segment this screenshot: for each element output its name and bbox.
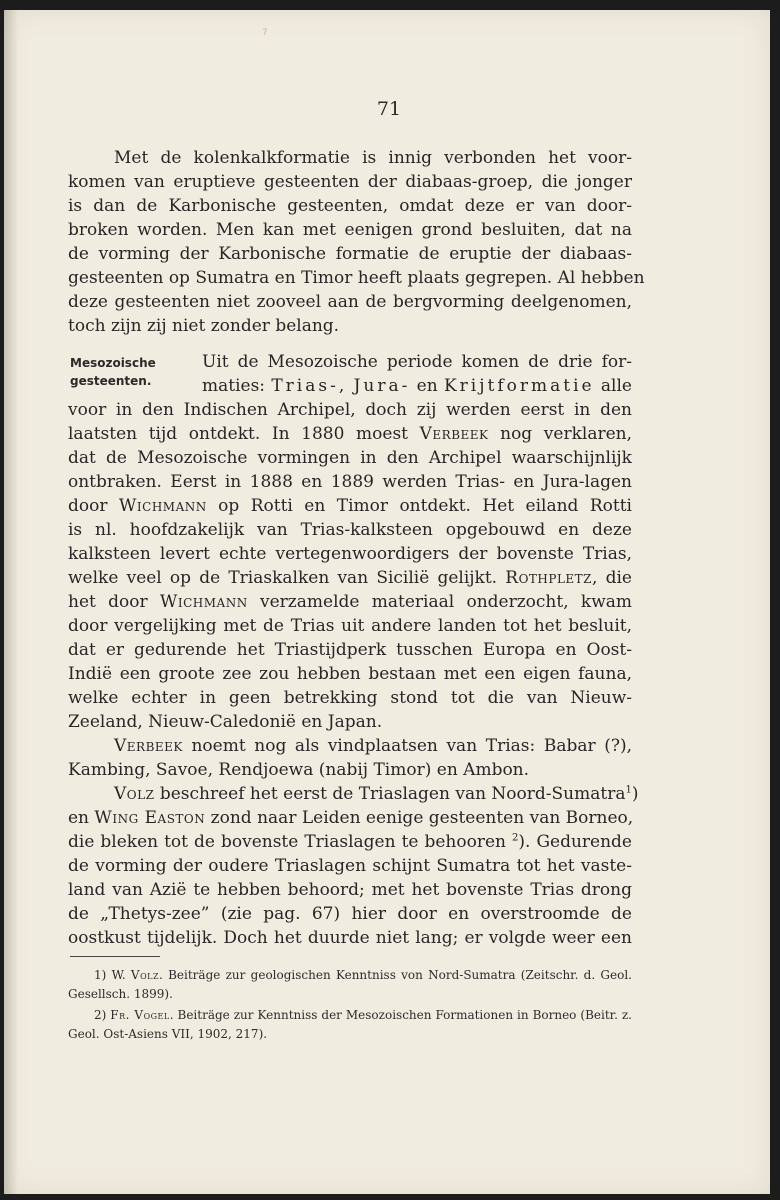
emphasis-trias: Trias-, — [271, 376, 348, 396]
footnote-line: Gesellsch. 1899). — [68, 987, 173, 1001]
text-line: is nl. hoofdzakelijk van Trias-kalksteen opgebouwd en deze — [68, 520, 632, 540]
corner-mark: 7 — [262, 28, 268, 38]
text-span: welke veel op de Triaskalken van Sicilië gelijkt. — [68, 568, 506, 588]
text-line: ontbraken. Eerst in 1888 en 1889 werden Trias- en Jura-lagen — [68, 472, 632, 492]
footnote-line: Geol. Ost-Asiens VII, 1902, 217). — [68, 1027, 268, 1041]
author-name: Verbeek — [114, 736, 183, 756]
text-span: alle — [594, 376, 632, 396]
text-line: Met de kolenkalkformatie is innig verbonden het voor- — [114, 148, 632, 168]
book-page — [4, 10, 770, 1194]
author-name: Verbeek — [419, 424, 489, 444]
text-line: dat de Mesozoische vormingen in den Archipel waarschijnlijk — [68, 448, 632, 468]
author-name: Fr. Vogel — [110, 1008, 170, 1022]
text-span: . Beiträge zur geologischen Kenntniss von Nord-Sumatra (Zeitschr. d. Geol. — [159, 968, 632, 982]
emphasis-jura: Jura- — [353, 376, 411, 396]
text-span: en — [68, 808, 95, 828]
text-line: is dan de Karbonische gesteenten, omdat deze er van door- — [68, 196, 632, 216]
text-line: toch zijn zij niet zonder belang. — [68, 316, 340, 336]
text-line: Indië een groote zee zou hebben bestaan met een eigen fauna, — [68, 664, 632, 684]
text-span: beschreef het eerst de Triaslagen van Noord-Sumatra — [154, 784, 626, 804]
text-line: gesteenten op Sumatra en Timor heeft plaats gegrepen. Al hebben — [68, 268, 645, 288]
text-span: die bleken tot de bovenste Triaslagen te behooren — [68, 832, 513, 852]
text-line — [68, 782, 639, 806]
text-line: kalksteen levert echte vertegenwoordigers der bovenste Trias, — [68, 544, 632, 564]
text-line: Zeeland, Nieuw-Caledonië en Japan. — [68, 712, 383, 732]
text-span: op Rotti en Timor ontdekt. Het eiland Rotti — [206, 496, 632, 516]
author-name: Wichmann — [118, 496, 207, 516]
text-line — [68, 830, 632, 854]
footnote-ref: 2 — [512, 832, 519, 844]
author-name: Wing Easton — [94, 808, 206, 828]
text-span: ) — [631, 784, 639, 804]
margin-note-line: gesteenten. — [70, 374, 152, 388]
text-line: voor in den Indischen Archipel, doch zij werden eerst in den — [68, 400, 632, 420]
page-number: 71 — [376, 98, 402, 120]
text-span: 1) W. — [94, 968, 131, 982]
text-line — [68, 566, 632, 590]
text-span: ). Gedurende — [518, 832, 632, 852]
footnote-separator — [70, 956, 160, 957]
text-line: land van Azië te hebben behoord; met het bovenste Trias drong — [68, 880, 632, 900]
text-span: het door — [68, 592, 160, 612]
text-line — [68, 422, 632, 446]
page-binding-shadow — [4, 10, 18, 1194]
emphasis-krijt: Krijtformatie — [443, 376, 595, 396]
text-span: noemt nog als vindplaatsen van Trias: Babar (?), — [182, 736, 632, 756]
text-line: komen van eruptieve gesteenten der diabaas-groep, die jonger — [68, 172, 632, 192]
margin-note-line: Mesozoische — [70, 356, 156, 370]
text-span: zond naar Leiden eenige gesteenten van Borneo, — [205, 808, 634, 828]
text-span: , die — [592, 568, 632, 588]
text-line: Uit de Mesozoische periode komen de drie for- — [202, 352, 632, 372]
text-line: de „Thetys-zee” (zie pag. 67) hier door en overstroomde de — [68, 904, 632, 924]
footnote-line — [68, 1006, 632, 1025]
text-span: en — [410, 376, 444, 396]
text-span: verzamelde materiaal onderzocht, kwam — [247, 592, 632, 612]
text-line: dat er gedurende het Triastijdperk tusschen Europa en Oost- — [68, 640, 632, 660]
text-line: deze gesteenten niet zooveel aan de bergvorming deelgenomen, — [68, 292, 632, 312]
margin-note — [70, 354, 156, 390]
text-span: door — [68, 496, 119, 516]
author-name: Rothpletz — [505, 568, 593, 588]
text-line — [202, 374, 632, 398]
text-line: welke echter in geen betrekking stond tot die van Nieuw- — [68, 688, 632, 708]
text-span: . Beiträge zur Kenntniss der Mesozoischen Formationen in Borneo (Beitr. z. — [169, 1008, 632, 1022]
text-line: de vorming der Karbonische formatie de eruptie der diabaas- — [68, 244, 632, 264]
author-name: Volz — [130, 968, 160, 982]
footnote-line — [68, 966, 632, 985]
footnote-ref: 1 — [625, 784, 632, 796]
text-line — [68, 590, 632, 614]
text-span: laatsten tijd ontdekt. In 1880 moest — [68, 424, 420, 444]
author-name: Wichmann — [159, 592, 248, 612]
text-line — [68, 494, 632, 518]
text-line: Kambing, Savoe, Rendjoewa (nabij Timor) en Ambon. — [68, 760, 530, 780]
text-line: oostkust tijdelijk. Doch het duurde niet lang; er volgde weer een — [68, 928, 632, 948]
text-span: nog verklaren, — [488, 424, 633, 444]
text-line — [68, 806, 632, 830]
text-line: de vorming der oudere Triaslagen schijnt Sumatra tot het vaste- — [68, 856, 632, 876]
text-line — [68, 734, 632, 758]
text-span: maties: — [202, 376, 272, 396]
author-name: Volz — [114, 784, 155, 804]
text-line: door vergelijking met de Trias uit andere landen tot het besluit, — [68, 616, 632, 636]
text-span: 2) — [94, 1008, 111, 1022]
text-line: broken worden. Men kan met eenigen grond besluiten, dat na — [68, 220, 632, 240]
